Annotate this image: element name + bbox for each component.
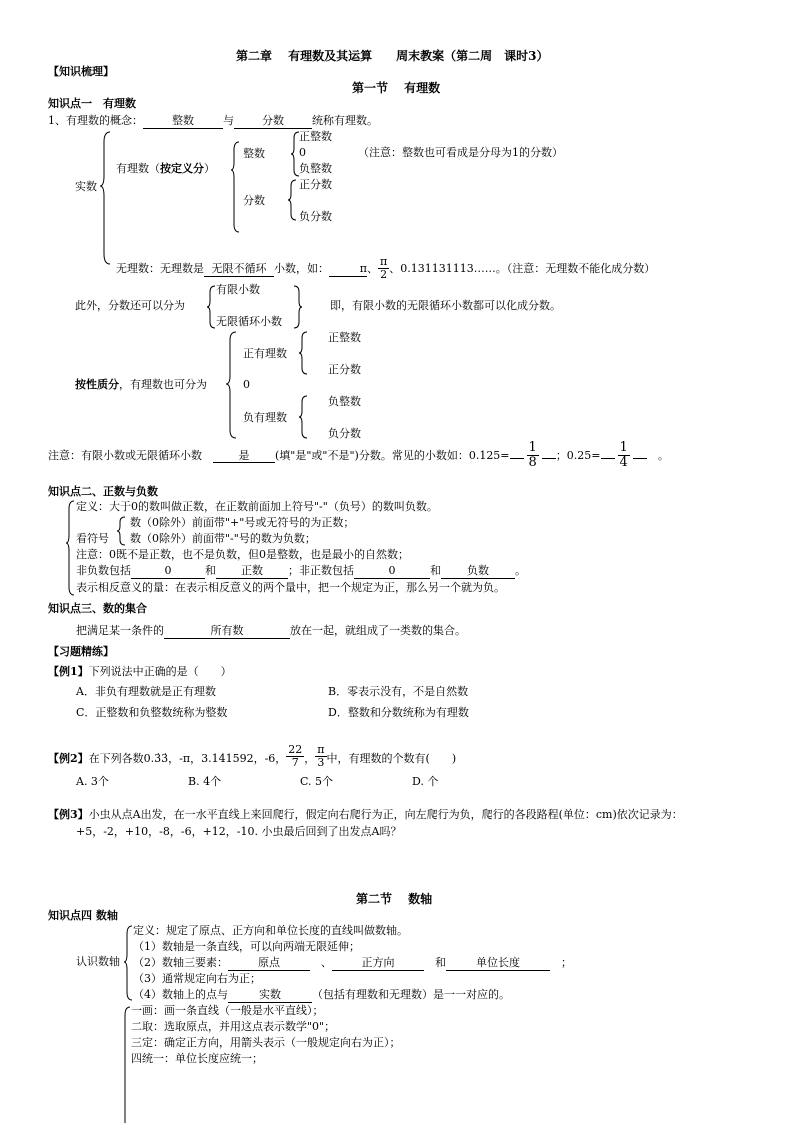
axis-item-4: （4）数轴上的点与 实数 （包括有理数和无理数）是一一对应的。 (133, 988, 510, 1001)
kp1-title: 知识点一 有理数 (48, 97, 136, 110)
positive-sign-rule: 数（0除外）前面带"+"号或无符号的为正数； (130, 516, 355, 529)
nonnegative-line: 非负数包括 0 和 正数 ；非正数包括 0 和 负数 。 (76, 564, 526, 577)
example-2-option-c: C. 5个 (300, 775, 334, 788)
review-heading: 【知识梳理】 (48, 65, 114, 78)
sign-check-brace (117, 515, 127, 547)
positive-integer: 正整数 (299, 130, 332, 143)
draw-step-2: 二取：选取原点，并用这点表示数学"0"； (131, 1020, 336, 1033)
decimal-brace-right (294, 284, 304, 330)
zero: 0 (299, 146, 306, 159)
positive-rational: 正有理数 (243, 347, 287, 360)
negative-integer: 负整数 (299, 162, 332, 175)
zero-2: 0 (243, 378, 250, 391)
negative-rational: 负有理数 (243, 411, 287, 424)
sign-brace (226, 330, 238, 442)
example-1-option-a: A．非负有理数就是正有理数 (76, 685, 216, 698)
example-2-option-a: A. 3个 (76, 775, 109, 788)
example-1-option-d: D．整数和分数统称为有理数 (328, 706, 469, 719)
negative-sign-rule: 数（0除外）前面带"-"号的数为负数； (130, 532, 316, 545)
decimal-note: 即，有限小数的无限循环小数都可以化成分数。 (330, 299, 561, 312)
kp3-title: 知识点三、数的集合 (48, 602, 147, 615)
finite-decimal: 有限小数 (216, 283, 260, 296)
real-number-label: 实数 (75, 180, 97, 193)
kp2-definition: 定义：大于0的数叫做正数，在正数前面加上符号"-"（负号）的数叫负数。 (76, 500, 438, 513)
axis-item-2: （2）数轴三要素： 原点 、 正方向 和 单位长度 ； (133, 956, 572, 969)
example-1-question: 【例1】下列说法中正确的是（ ） (48, 665, 232, 678)
axis-item-1: （1）数轴是一条直线，可以向两端无限延伸； (133, 940, 360, 953)
example-2-option-b: B. 4个 (188, 775, 222, 788)
negative-rational-brace (299, 394, 309, 440)
kp2-title: 知识点二、正数与负数 (48, 485, 158, 498)
kp2-brace (66, 499, 76, 599)
blank-is: 是 (213, 450, 275, 464)
irrational-line: 无理数：无理数是 无限不循环 小数，如： π、 $\frac{\pi}{2}$ 、0.131131113……。（注意：无理数不能化成分数） (116, 255, 656, 282)
blank-all-numbers: 所有数 (164, 625, 290, 639)
zero-note: 注意：0既不是正数，也不是负数，但0是整数，也是最小的自然数； (76, 548, 409, 561)
fraction-brace (288, 178, 298, 222)
example-2-option-d: D. 个 (412, 775, 439, 788)
axis-definition: 定义：规定了原点、正方向和单位长度的直线叫做数轴。 (133, 924, 408, 937)
blank-fraction: 分数 (234, 115, 312, 129)
know-axis-label: 认识数轴 (76, 955, 120, 968)
draw-step-3: 三定：确定正方向，用箭头表示（一般规定向右为正）； (131, 1036, 401, 1049)
rational-definition-label: 有理数（按定义分） (116, 162, 215, 175)
negative-fraction: 负分数 (299, 210, 332, 223)
real-brace (100, 130, 114, 270)
rational-brace (231, 140, 241, 236)
draw-step-4: 四统一：单位长度应统一； (131, 1052, 263, 1065)
positive-fraction: 正分数 (299, 178, 332, 191)
positive-rational-brace (299, 330, 309, 376)
integer-note: （注意：整数也可看成是分母为1的分数） (358, 146, 563, 159)
rational-concept: 1、有理数的概念： 整数 与 分数 统称有理数。 (48, 114, 378, 127)
kp4-title: 知识点四 数轴 (48, 909, 118, 922)
sign-check-label: 看符号 (76, 532, 109, 545)
example-3-records: +5，-2，+10，-8，-6，+12，-10. 小虫最后回到了出发点A吗？ (76, 825, 402, 838)
example-2-question: 【例2】在下列各数0.3̇3̇，-π，3.141592，-6， $\frac{22}{7}$ ， $\frac{\pi}{3}$ 中，有理数的个数有( ) (48, 743, 457, 770)
example-3-question: 【例3】小虫从点A出发，在一水平直线上来回爬行，假定向右爬行为正，向左爬行为负，爬行的各段路程(单位：cm)依次记录为： (48, 808, 683, 821)
example-1-option-b: B．零表示没有，不是自然数 (328, 685, 469, 698)
positive-fraction-2: 正分数 (328, 363, 361, 376)
page-title: 第二章 有理数及其运算 周末教案（第二周 课时3） (236, 49, 549, 63)
blank-non-repeating: 无限不循环 (204, 263, 274, 277)
draw-step-1: 一画：画一条直线（一般是水平直线）； (131, 1004, 324, 1017)
opposite-quantities: 表示相反意义的量：在表示相反意义的两个量中，把一个规定为正，那么另一个就为负。 (76, 581, 505, 594)
example-1-option-c: C．正整数和负整数统称为整数 (76, 706, 228, 719)
set-definition: 把满足某一条件的 所有数 放在一起，就组成了一类数的集合。 (76, 624, 466, 637)
section-title-2: 第二节 数轴 (356, 892, 433, 906)
integer-label: 整数 (243, 147, 265, 160)
infinite-repeating-decimal: 无限循环小数 (216, 315, 282, 328)
positive-integer-2: 正整数 (328, 331, 361, 344)
exercise-heading: 【习题精练】 (48, 645, 114, 658)
negative-integer-2: 负整数 (328, 395, 361, 408)
fraction-classification-label: 此外，分数还可以分为 (75, 299, 185, 312)
blank-integer: 整数 (143, 115, 223, 129)
sign-classification-label: 按性质分，有理数也可分为 (75, 378, 207, 391)
decimal-fraction-note: 注意：有限小数或无限循环小数 是 (填"是"或"不是")分数。常见的小数如：0.125= $\frac{1}{8}$ ；0.25= $\frac{1}{4}$ 。 (48, 440, 669, 471)
section-title-1: 第一节 有理数 (352, 81, 441, 95)
axis-item-3: （3）通常规定向右为正； (133, 972, 261, 985)
fraction-label: 分数 (243, 194, 265, 207)
negative-fraction-2: 负分数 (328, 427, 361, 440)
